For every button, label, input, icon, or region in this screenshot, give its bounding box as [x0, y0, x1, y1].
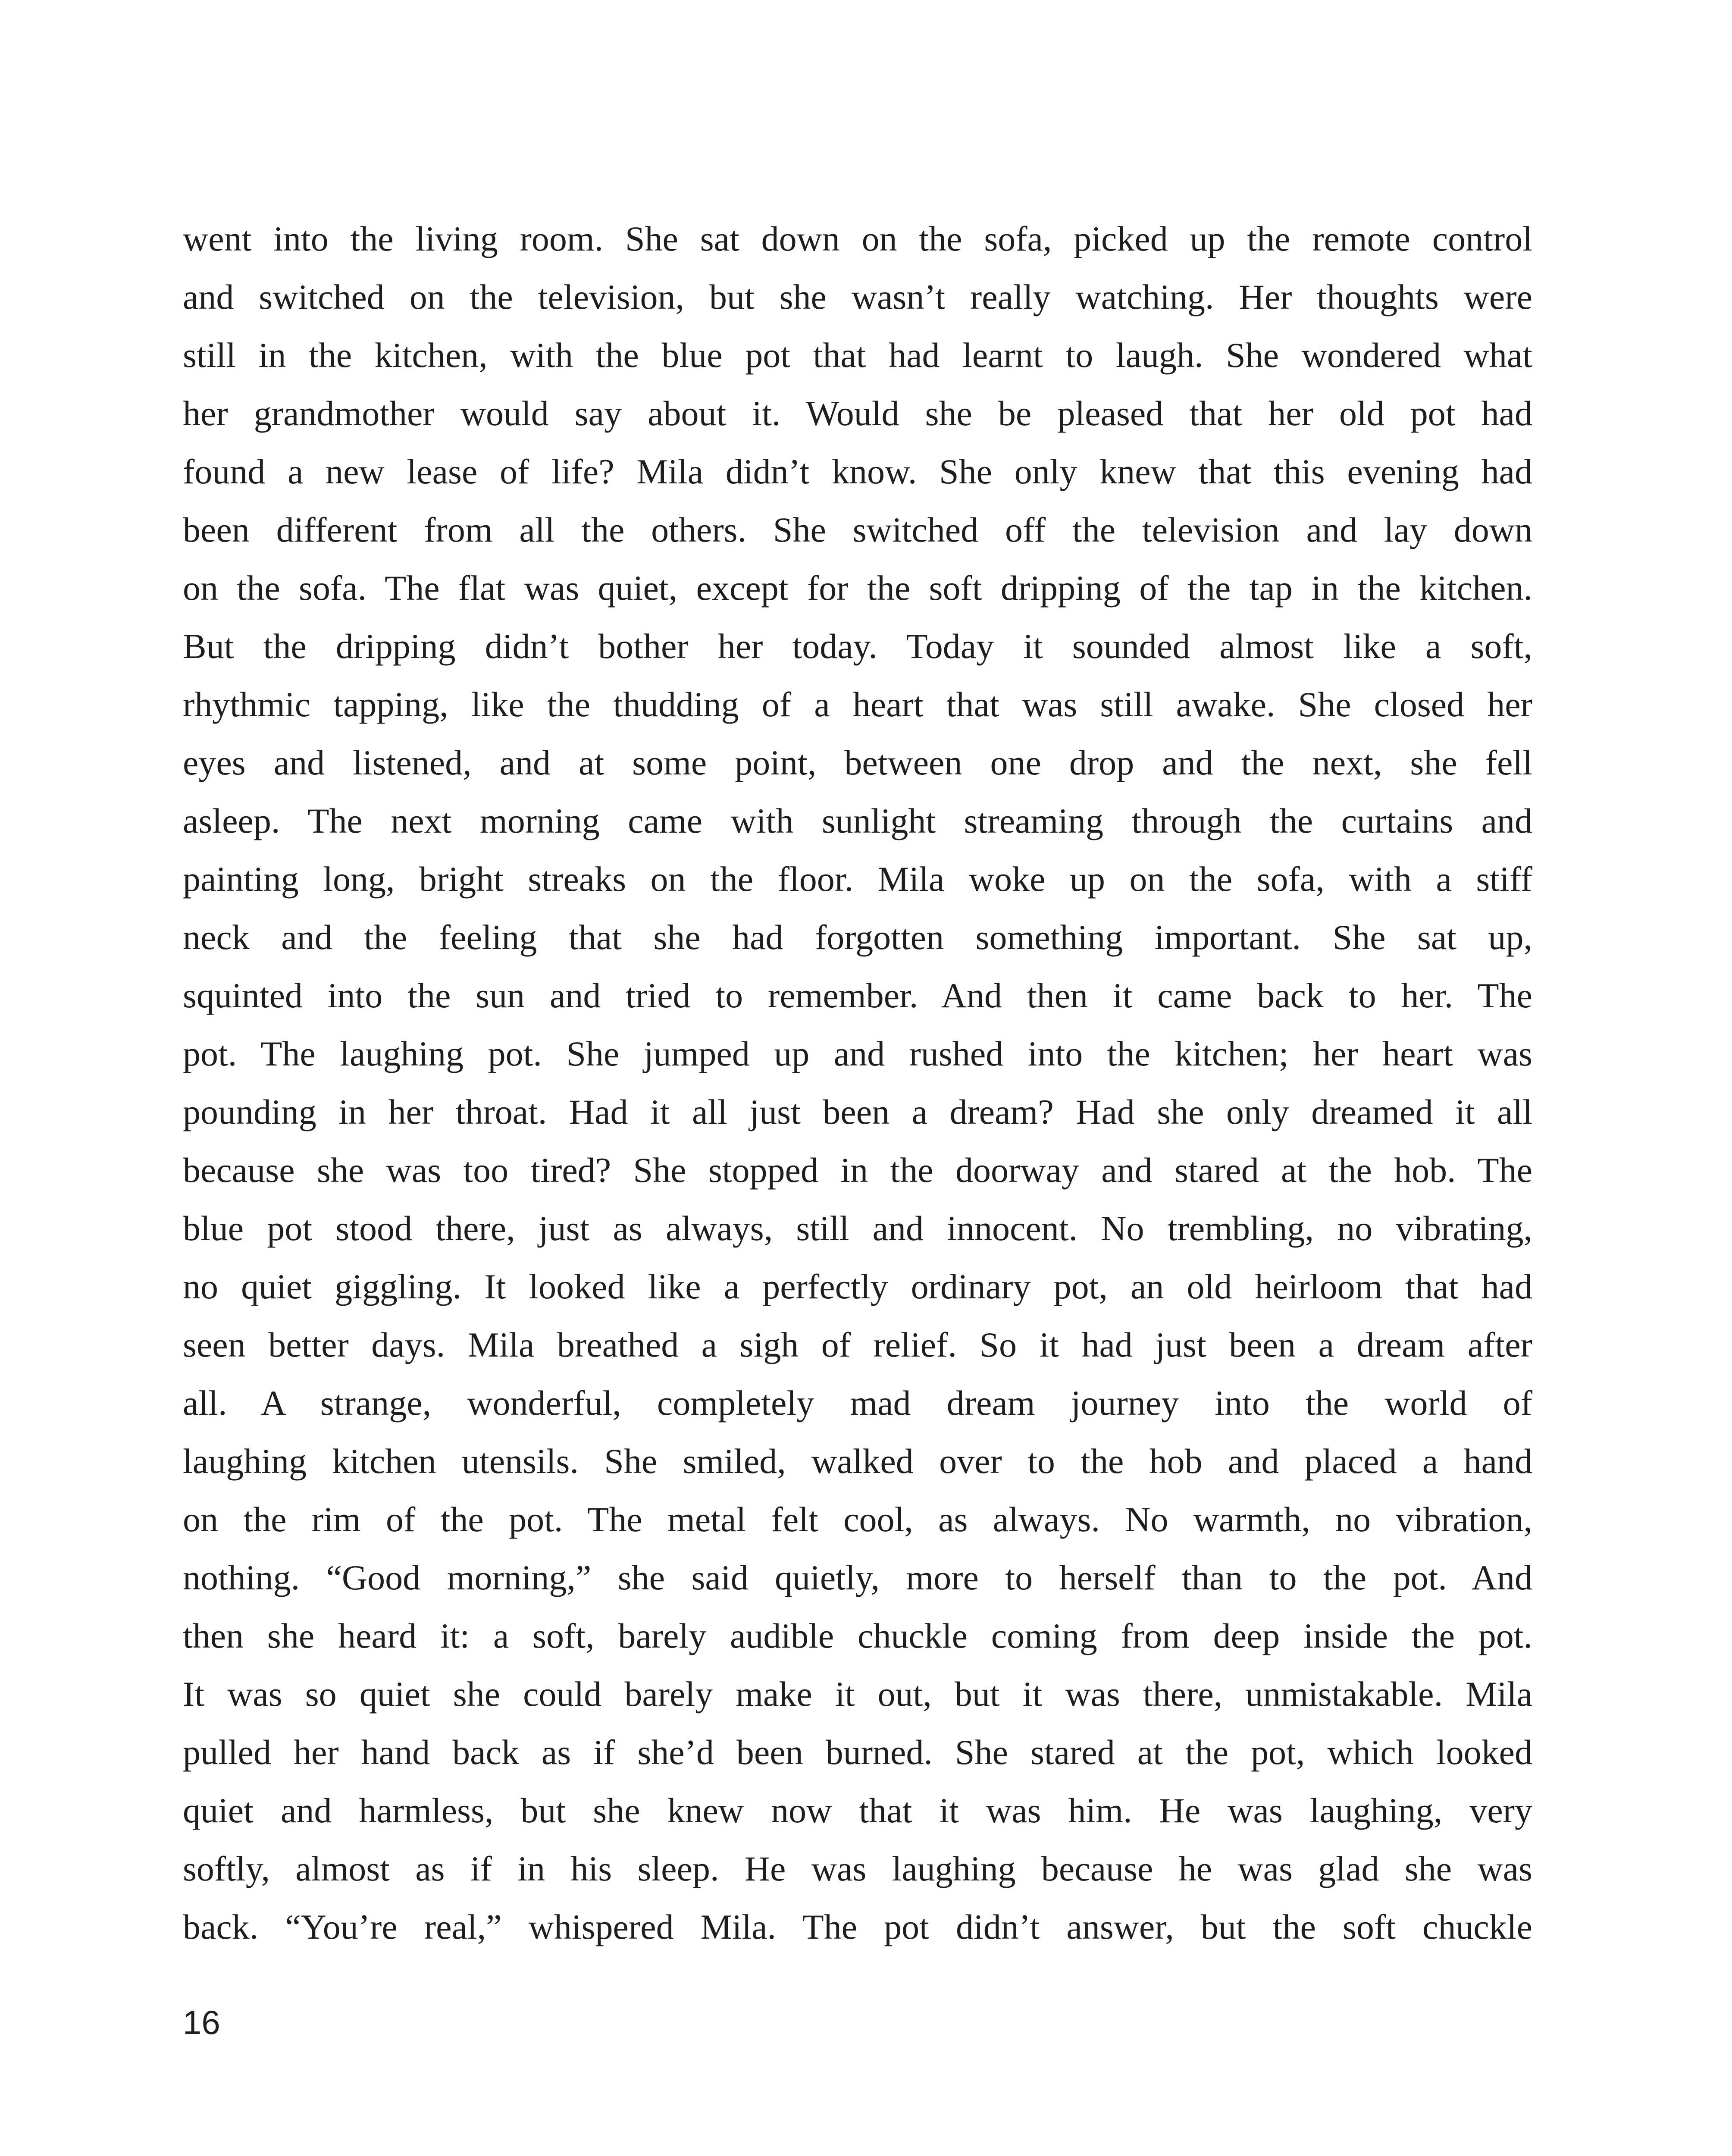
text-line-22: laughing kitchen utensils. She smiled, walked over to the hob and placed a hand — [183, 1442, 1532, 1481]
text-line-9: rhythmic tapping, like the thudding of a heart that was still awake. She closed her — [183, 685, 1532, 724]
text-line-2: and switched on the television, but she wasn’t really watching. Her thoughts were — [183, 277, 1532, 317]
text-line-8: But the dripping didn’t bother her today. Today it sounded almost like a soft, — [183, 627, 1532, 666]
text-line-25: then she heard it: a soft, barely audible chuckle coming from deep inside the pot. — [183, 1616, 1532, 1655]
page-number: 16 — [183, 2003, 220, 2041]
text-line-28: quiet and harmless, but she knew now that it was him. He was laughing, very — [183, 1791, 1532, 1830]
text-line-11: asleep. The next morning came with sunlight streaming through the curtains and — [183, 801, 1532, 840]
text-line-1: went into the living room. She sat down on the sofa, picked up the remote control — [183, 219, 1532, 258]
text-line-5: found a new lease of life? Mila didn’t know. She only knew that this evening had — [183, 452, 1532, 491]
text-line-24: nothing. “Good morning,” she said quietly, more to herself than to the pot. And — [183, 1558, 1532, 1597]
text-line-21: all. A strange, wonderful, completely mad dream journey into the world of — [183, 1383, 1532, 1423]
text-line-14: squinted into the sun and tried to remember. And then it came back to her. The — [183, 976, 1532, 1015]
text-line-13: neck and the feeling that she had forgotten something important. She sat up, — [183, 918, 1532, 957]
text-line-18: blue pot stood there, just as always, still and innocent. No trembling, no vibrating, — [183, 1209, 1532, 1248]
text-line-29: softly, almost as if in his sleep. He was laughing because he was glad she was — [183, 1849, 1532, 1888]
text-line-27: pulled her hand back as if she’d been burned. She stared at the pot, which looked — [183, 1733, 1532, 1772]
text-line-23: on the rim of the pot. The metal felt cool, as always. No warmth, no vibration, — [183, 1500, 1532, 1539]
text-line-19: no quiet giggling. It looked like a perfectly ordinary pot, an old heirloom that had — [183, 1267, 1532, 1306]
text-line-30: back. “You’re real,” whispered Mila. The pot didn’t answer, but the soft chuckle — [183, 1907, 1532, 1946]
text-line-3: still in the kitchen, with the blue pot that had learnt to laugh. She wondered what — [183, 335, 1532, 375]
text-line-15: pot. The laughing pot. She jumped up and rushed into the kitchen; her heart was — [183, 1034, 1532, 1073]
text-line-10: eyes and listened, and at some point, between one drop and the next, she fell — [183, 743, 1532, 782]
text-line-4: her grandmother would say about it. Would she be pleased that her old pot had — [183, 394, 1532, 433]
text-line-6: been different from all the others. She switched off the television and lay down — [183, 510, 1532, 549]
text-line-12: painting long, bright streaks on the floor. Mila woke up on the sofa, with a stiff — [183, 859, 1532, 899]
body-text — [183, 210, 1532, 1956]
text-line-26: It was so quiet she could barely make it out, but it was there, unmistakable. Mila — [183, 1674, 1532, 1714]
text-line-20: seen better days. Mila breathed a sigh of relief. So it had just been a dream after — [183, 1325, 1532, 1364]
text-line-7: on the sofa. The flat was quiet, except for the soft dripping of the tap in the kitchen. — [183, 568, 1532, 608]
text-line-17: because she was too tired? She stopped in the doorway and stared at the hob. The — [183, 1150, 1532, 1190]
text-line-16: pounding in her throat. Had it all just been a dream? Had she only dreamed it all — [183, 1092, 1532, 1131]
